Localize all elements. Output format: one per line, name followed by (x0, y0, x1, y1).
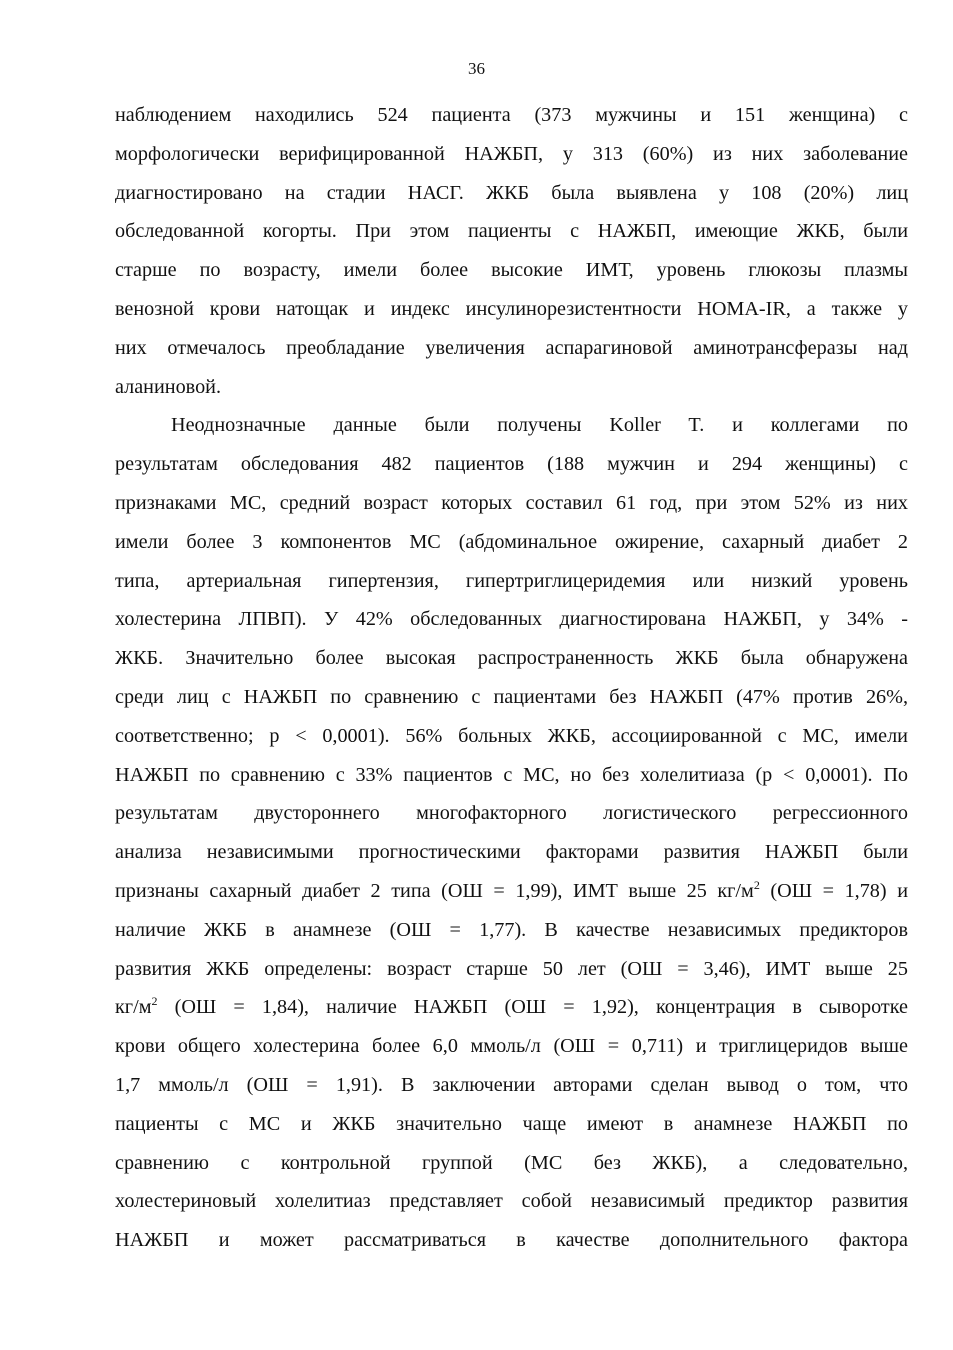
text-line (115, 988, 908, 1027)
text-line: имели более 3 компонентов МС (абдоминальное ожирение, сахарный диабет 2 (115, 530, 908, 553)
text-line: Неоднозначные данные были получены Koller T. и коллегами по (171, 414, 908, 437)
text-line: диагностировано на стадии НАСГ. ЖКБ была выявлена у 108 (20%) лиц (115, 181, 908, 204)
text-line: аланиновой. (115, 375, 222, 398)
text-line: них отмечалось преобладание увеличения аспарагиновой аминотрансферазы над (115, 336, 908, 359)
page-number: 36 (468, 59, 485, 78)
text-line: ЖКБ. Значительно более высокая распространенность ЖКБ была обнаружена (115, 647, 908, 670)
text-line: холестерина ЛПВП). У 42% обследованных диагностирована НАЖБП, у 34% - (115, 608, 908, 631)
text-segment: (ОШ = 1,78) и (759, 879, 908, 902)
body-text (115, 96, 908, 1260)
text-line: холестериновый холелитиаз представляет собой независимый предиктор развития (115, 1190, 908, 1213)
text-line: обследованной когорты. При этом пациенты с НАЖБП, имеющие ЖКБ, были (115, 220, 908, 243)
text-line: результатам двустороннего многофакторного логистического регрессионного (115, 802, 908, 825)
text-line: развития ЖКБ определены: возраст старше 50 лет (ОШ = 3,46), ИМТ выше 25 (115, 957, 908, 980)
text-line: сравнению с контрольной группой (МС без ЖКБ), а следовательно, (115, 1151, 908, 1174)
text-line: признаками МС, средний возраст которых составил 61 год, при этом 52% из них (115, 491, 908, 514)
superscript: 2 (151, 994, 158, 1009)
text-line: венозной крови натощак и индекс инсулинорезистентности HOMA-IR, а также у (115, 297, 908, 320)
text-line: среди лиц с НАЖБП по сравнению с пациентами без НАЖБП (47% против 26%, (115, 685, 908, 708)
text-line: результатам обследования 482 пациентов (188 мужчин и 294 женщины) с (115, 453, 908, 476)
text-line: соответственно; p < 0,0001). 56% больных ЖКБ, ассоциированной с МС, имели (115, 724, 908, 747)
text-line: пациенты с МС и ЖКБ значительно чаще имеют в анамнезе НАЖБП по (115, 1112, 908, 1135)
text-line: старше по возрасту, имели более высокие ИМТ, уровень глюкозы плазмы (115, 259, 908, 282)
text-segment: признаны сахарный диабет 2 типа (ОШ = 1,99), ИМТ выше 25 кг/м (115, 879, 754, 902)
text-line (115, 872, 908, 911)
text-line: наблюдением находились 524 пациента (373 мужчины и 151 женщина) с (115, 104, 908, 126)
text-line: НАЖБП и может рассматриваться в качестве дополнительного фактора (115, 1229, 908, 1252)
superscript: 2 (753, 877, 760, 892)
text-line: анализа независимыми прогностическими факторами развития НАЖБП были (115, 841, 908, 864)
text-segment: (ОШ = 1,84), наличие НАЖБП (ОШ = 1,92), концентрация в сыворотке (157, 996, 908, 1019)
text-line: 1,7 ммоль/л (ОШ = 1,91). В заключении авторами сделан вывод о том, что (115, 1073, 908, 1096)
text-line: НАЖБП по сравнению с 33% пациентов с МС, но без холелитиаза (p < 0,0001). По (115, 763, 908, 786)
text-line: наличие ЖКБ в анамнезе (ОШ = 1,77). В качестве независимых предикторов (115, 918, 908, 941)
text-segment: кг/м (115, 996, 152, 1019)
text-line: крови общего холестерина более 6,0 ммоль/л (ОШ = 0,711) и триглицеридов выше (115, 1035, 908, 1058)
text-line: морфологически верифицированной НАЖБП, у 313 (60%) из них заболевание (115, 142, 908, 165)
text-line: типа, артериальная гипертензия, гипертриглицеридемия или низкий уровень (115, 569, 908, 592)
